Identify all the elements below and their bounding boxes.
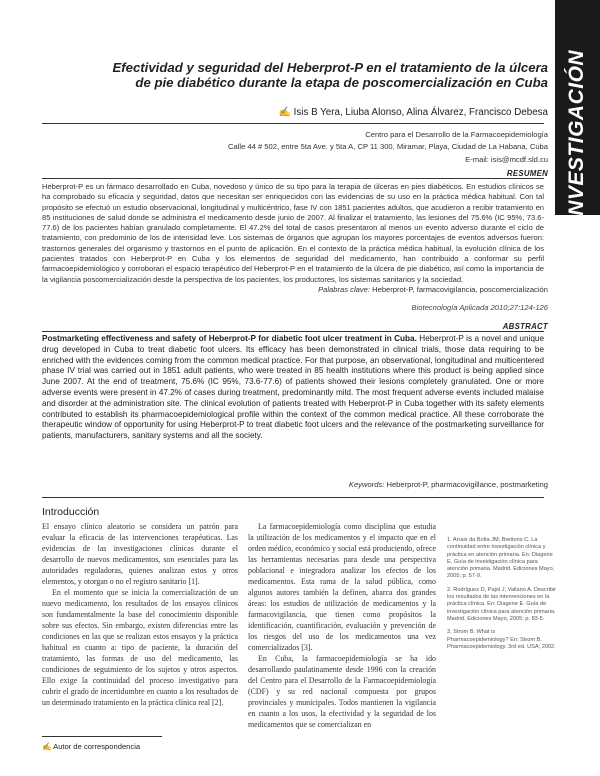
keywords-label: Palabras clave: bbox=[318, 285, 370, 294]
author-list: ✍ Isis B Yera, Liuba Alonso, Alina Álvarez, Francisco Debesa bbox=[278, 107, 548, 118]
resumen-keywords bbox=[318, 285, 548, 294]
abstract-keywords bbox=[349, 480, 548, 489]
footnote-divider bbox=[42, 736, 162, 737]
resumen-heading: RESUMEN bbox=[506, 169, 548, 178]
corresponding-author-note: ✍ Autor de correspondencia bbox=[42, 742, 141, 751]
reference-note: 1. Arrais da Bolta JM, Brettons C. La continuidad entre investigación clínica y práctica en atención primaria. En: Diagene E. Guía de investigación clínica para atención primaria. Madrid. Ediciones Mayo, 2005; p. 57-9. bbox=[447, 537, 555, 580]
affiliation-email: E-mail: isis@mcdf.sld.cu bbox=[465, 154, 548, 164]
abstract-heading: ABSTRACT bbox=[502, 322, 548, 331]
abstract-text bbox=[42, 334, 544, 442]
keywords-label: Keywords: bbox=[348, 480, 385, 489]
section-heading-introduccion: Introducción bbox=[42, 506, 100, 518]
paragraph: La farmacoepidemiología como disciplina que estudia la utilización de los medicamentos y el impacto que en el orden médico, económico y social está produciendo, ofrece las herramientas necesarias para desde una perspectiva poblacional e integradora analizar los efectos de los medicamentos. Esta rama de la salud pública, como algunos autores también la definen, abarca dos grandes áreas: los estudios de utilización de medicamentos y la farmacovigilancia, que tienen como propósitos la identificación, cuantificación, evaluación y prevención de los riesgos del uso de los medicamentos una vez comercializados [3]. bbox=[248, 522, 436, 652]
body-column-2 bbox=[248, 521, 436, 730]
header-divider bbox=[42, 123, 544, 124]
affiliation-line: Calle 44 # 502, entre 5ta Ave. y 5ta A, CP 11 300, Miramar, Playa, Ciudad de La Habana, Cuba bbox=[228, 142, 548, 152]
abstract-bottom-divider bbox=[42, 497, 544, 498]
paragraph: En el momento que se inicia la comercialización de un nuevo medicamento, los resultados de los ensayos clínicos son fundamentalmente la base del conocimiento disponible sobre sus efectos. Sin embargo, existen diferencias entre las condiciones en las que se realizan estos ensayos y la práctica habitual en cuanto a: tipo de paciente, la duración del tratamiento, las formas de uso del medicamento, las condiciones de seguimiento de los sujetos y otros aspectos. Ello exige la continuidad del proceso investigativo para cubrir el grado de incertidumbre en cuanto a los resultados de un determinado tratamiento en la práctica clínica real [2]. bbox=[42, 588, 238, 707]
keywords-value: Heberprot-P, pharmacovigillance, postmarketing bbox=[386, 480, 548, 489]
reference-note: 3. Strom B. What is Pharmacoepidemiology? En: Strom B. Pharmacoepidemiology. 3rd ed. USA; 2002. bbox=[447, 629, 556, 650]
affiliation-line: Centro para el Desarrollo de la Farmacoepidemiología bbox=[365, 130, 548, 139]
section-tab-label: INVESTIGACIÓN bbox=[565, 49, 588, 223]
journal-reference: Biotecnología Aplicada 2010;27:124-126 bbox=[411, 303, 548, 312]
resumen-divider bbox=[42, 178, 544, 179]
paragraph: El ensayo clínico aleatorio se considera un patrón para evaluar la eficacia de las intervenciones terapéuticas. Las evidencias de las investigaciones clínicas durante el desarrollo de nuevos medicamentos, son esenciales para las autoridades reguladoras, quienes analizan estos y otros elementos, y otorgan o no el registro sanitario [1]. bbox=[42, 522, 238, 586]
abstract-body: Heberprot-P is a novel and unique drug developed in Cuba to treat diabetic foot ulcers. Its efficacy has been demonstrated in clinical trials, those data requiring to be enriched with the evidences coming from the common medical practice. For that purpose, an observational, longitudinal and multicentered phase IV trial was carried out in 1851 adult patients, who were treated in 85 health institutions where this product is being applied since June 2007. At the end of treatment, 75.6% (IC 95%, 73.6-77.6) of patients showed their lesions completely granulated. One or more adverse events were present in 47.2% of cases during treatment, predominantly mild. The most frequent adverse events included malaise and disorder at the administration site. The clinical evolution of patients treated with Heberprot-P in Cuba together with its safety elements contributed to establish its pharmacoepidemiological profile within the context of the common medical practice. All these corroborate the therapeutic window of opportunity for using Heberprot-P to treat diabetic foot ulcers and the relevance of the postmarketing surveillance for patients, manufacturers, sanitary systems and all the society. bbox=[42, 334, 545, 441]
article-title: Efectividad y seguridad del Heberprot-P en el tratamiento de la úlcera de pie diabético durante la etapa de poscomercialización en Cuba bbox=[112, 60, 548, 90]
reference-note: 2. Rodríguez D, Pajol J, Vallano A. Describir los resultados de las intervenciones en la práctica clínica. En: Diagene E. Guía de investigación clínica para atención primaria. Madrid. Ediciones Mayo, 2005; p. 83-5. bbox=[447, 586, 557, 622]
keywords-value: Heberprot-P, farmacovigilancia, poscomercialización bbox=[372, 285, 548, 294]
margin-references bbox=[447, 537, 557, 657]
affiliation bbox=[48, 129, 548, 166]
section-tab bbox=[555, 0, 600, 223]
abstract-divider bbox=[42, 331, 544, 332]
body-column-1 bbox=[42, 521, 238, 708]
resumen-text: Heberprot-P es un fármaco desarrollado en Cuba, novedoso y único de su tipo para la terapia de úlceras en pies diabéticos. En estudios clínicos se ha comprobado su eficacia y seguridad, datos que necesitan ser enriquecidos con las evidencias de su uso en la práctica médica habitual. Con tal propósito se efectuó un estudio observacional, longitudinal y multicéntrico, fase IV con 1851 pacientes adultos, que acudieron a recibir tratamiento en 85 instituciones de salud donde se administra el medicamento desde junio de 2007. Al finalizar el tratamiento, las lesiones del 75.6% (IC 95%, 73.6-77.6) de los pacientes habían granulado completamente. El 47.2% del total de casos presentaron al menos un evento adverso durante el ciclo de tratamiento, con predominio de los de intensidad leve. Los sistemas de órganos que agrupan los mayores porcentajes de eventos adversos fueron: trastornos generales del organismo y trastornos en el punto de aplicación. En el contexto de la práctica médica habitual, la evolución clínica de los pacientes tratados con Heberprot-P en Cuba y los elementos de seguridad del medicamento, han contribuido a conformar su perfil farmacoepidemiológico y corroboran el espacio terapéutico del Heberprot-P en el tratamiento de la úlcera de pie diabético, así como la importancia de la vigilancia poscomercialización desde la perspectiva de los pacientes, los productores, los sistemas sanitarios y la sociedad. bbox=[42, 182, 544, 284]
abstract-title: Postmarketing effectiveness and safety of Heberprot-P for diabetic foot ulcer treatment in Cuba. bbox=[42, 334, 417, 343]
paragraph: En Cuba, la farmacoepidemiología se ha ido desarrollando paulatinamente desde 1996 con la creación del Centro para el Desarrollo de la Farmacoepidemiología (CDF) y su red nacional compuesta por grupos provinciales y municipales. Todos mantienen la vigilancia en cuanto a los usos, la efectividad y la seguridad de los medicamentos que se comercializan en bbox=[248, 654, 436, 729]
